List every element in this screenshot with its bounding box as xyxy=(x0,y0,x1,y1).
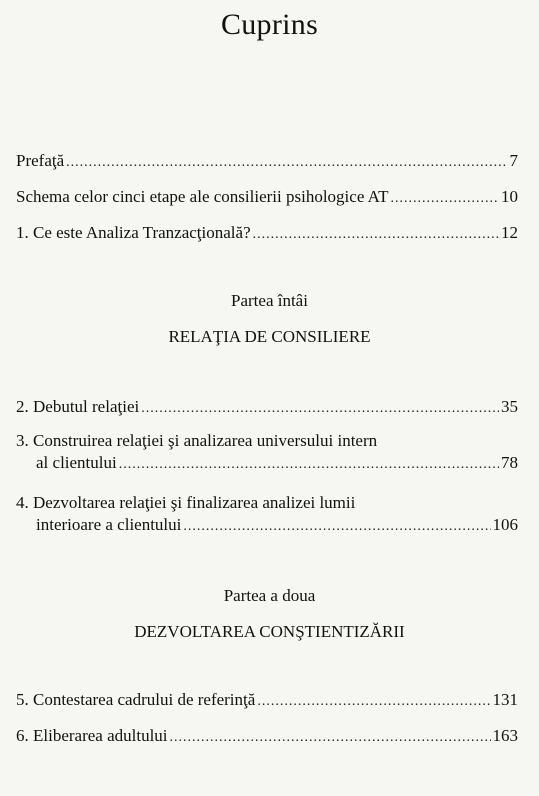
toc-entry-label: 1. Ce este Analiza Tranzacţională? xyxy=(16,223,251,242)
page-title: Cuprins xyxy=(220,8,319,41)
part-title: RELAŢIA DE CONSILIERE xyxy=(168,327,371,346)
part-heading: Partea a doua xyxy=(223,586,316,605)
leader-dots xyxy=(170,725,491,749)
leader-dots xyxy=(183,514,490,538)
toc-entry-label: Prefaţă xyxy=(16,151,65,170)
toc-page-number: 131 xyxy=(492,690,518,709)
toc-entry-chapter-4 xyxy=(16,492,518,538)
toc-page-number: 78 xyxy=(501,453,518,472)
leader-dots xyxy=(119,452,499,476)
toc-entry-label-line1: 3. Construirea relaţiei şi analizarea universului intern xyxy=(16,431,378,450)
toc-entry-chapter-5 xyxy=(16,689,518,713)
toc-entry-label: 6. Eliberarea adultului xyxy=(16,726,168,745)
toc-page-number: 10 xyxy=(501,187,518,206)
leader-dots xyxy=(390,186,499,210)
toc-entry-chapter-2 xyxy=(16,396,518,420)
toc-entry-chapter-6 xyxy=(16,725,518,749)
toc-page-number: 106 xyxy=(492,515,518,534)
toc-entry-label-line2: interioare a clientului xyxy=(36,515,182,534)
toc-page-number: 35 xyxy=(501,397,518,416)
toc-entry-schema xyxy=(16,186,518,210)
leader-dots xyxy=(141,396,499,420)
toc-entry-chapter-1 xyxy=(16,222,518,246)
toc-entry-label: 5. Contestarea cadrului de referinţă xyxy=(16,690,256,709)
leader-dots xyxy=(253,222,499,246)
toc-page-number: 7 xyxy=(509,151,518,170)
leader-dots xyxy=(257,689,490,713)
part-title: DEZVOLTAREA CONŞTIENTIZĂRII xyxy=(134,622,405,641)
leader-dots xyxy=(66,150,507,174)
toc-entry-chapter-3 xyxy=(16,430,518,476)
toc-page-number: 12 xyxy=(501,223,518,242)
part-heading: Partea întâi xyxy=(231,291,308,310)
toc-entry-label-line2: al clientului xyxy=(36,453,117,472)
toc-entry-label: 2. Debutul relaţiei xyxy=(16,397,140,416)
toc-page-number: 163 xyxy=(492,726,518,745)
toc-entry-label-line1: 4. Dezvoltarea relaţiei şi finalizarea analizei lumii xyxy=(16,493,356,512)
toc-entry-preface xyxy=(16,150,518,174)
toc-entry-label: Schema celor cinci etape ale consilierii psihologice AT xyxy=(16,187,389,206)
